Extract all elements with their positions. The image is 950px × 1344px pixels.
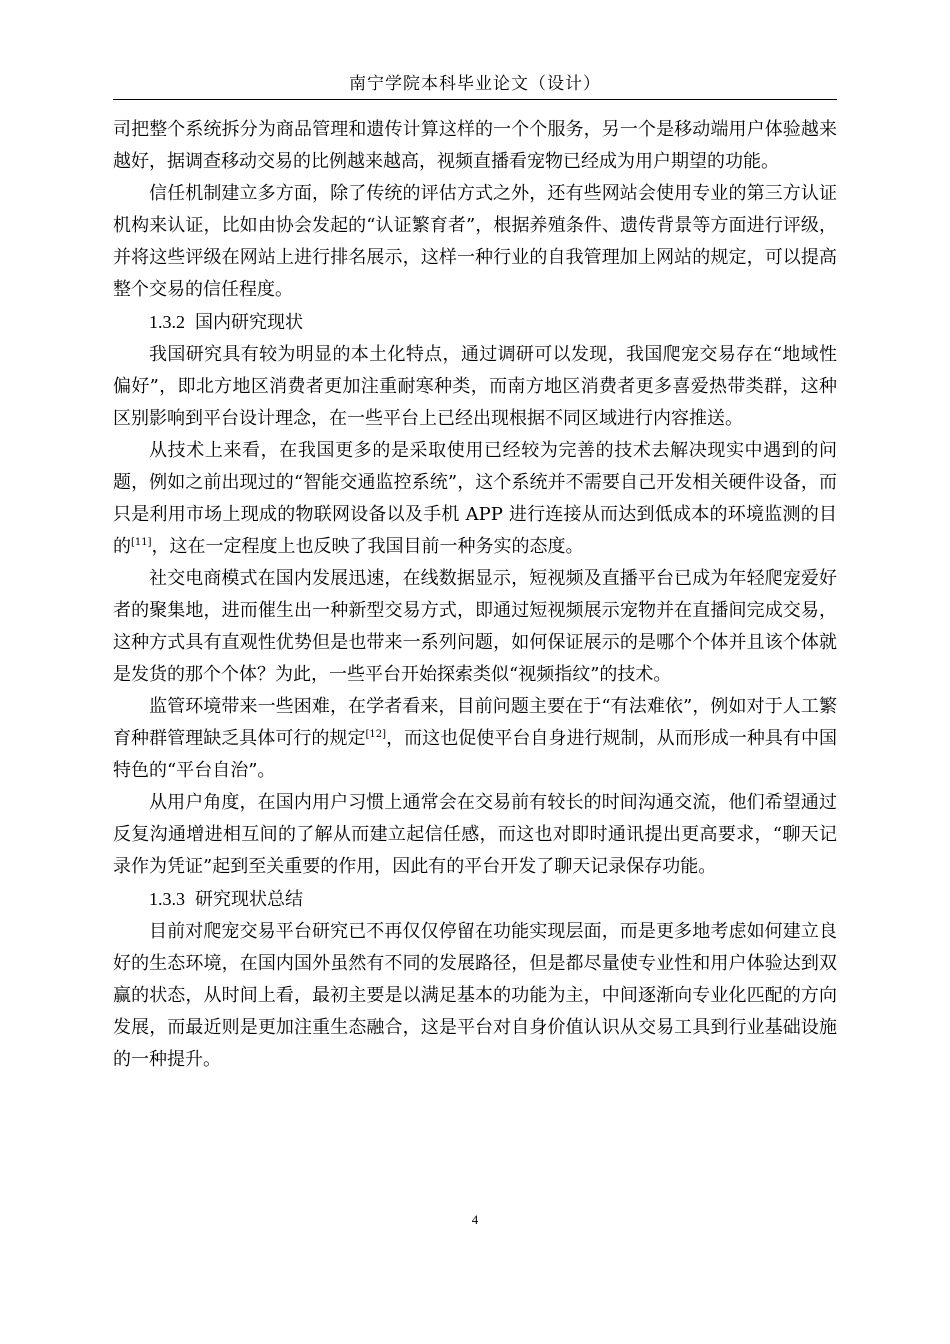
citation-ref: [12] (365, 729, 387, 740)
paragraph-text: 从技术上来看，在我国更多的是采取使用已经较为完善的技术去解决现实中遇到的问题，例如之前出现过的“智能交通监控系统”，这个系统并不需要自己开发相关硬件设备，而只是利用市场上现成的物联网设备以及手机 APP 进行连接从而达到低成本的环境监测的目的 (113, 440, 837, 557)
paragraph-social-commerce: 社交电商模式在国内发展迅速，在线数据显示，短视频及直播平台已成为年轻爬宠爱好者的聚集地，进而催生出一种新型交易方式，即通过短视频展示宠物并在直播间完成交易，这种方式具有直观性优势但是也带来一系列问题，如何保证展示的是哪个个体并且该个体就是发货的那个个体？为此，一些平台开始探索类似“视频指纹”的技术。 (113, 568, 837, 685)
paragraph-text: ，而这也促使平台自身进行规制，从而形成一种具有中国特色的“平台自治”。 (113, 728, 838, 781)
section-heading-1-3-3 (113, 883, 837, 916)
page-number: 4 (471, 1212, 479, 1227)
section-number: 1.3.2 (149, 312, 185, 332)
paragraph-trust-mechanism: 信任机制建立多方面，除了传统的评估方式之外，还有些网站会使用专业的第三方认证机构来认证，比如由协会发起的“认证繁育者”，根据养殖条件、遗传背景等方面进行评级，并将这些评级在网站上进行排名展示，这样一种行业的自我管理加上网站的规定，可以提高整个交易的信任程度。 (113, 183, 837, 300)
section-title: 国内研究现状 (195, 312, 303, 333)
paragraph-localization: 我国研究具有较为明显的本土化特点，通过调研可以发现，我国爬宠交易存在“地域性偏好”，即北方地区消费者更加注重耐寒种类，而南方地区消费者更多喜爱热带类群，这种区别影响到平台设计理念，在一些平台上已经出现根据不同区域进行内容推送。 (113, 344, 837, 429)
section-title: 研究现状总结 (195, 889, 303, 910)
paragraph-text: 监管环境带来一些困难，在学者看来，目前问题主要在于“有法难依”，例如对于人工繁育种群管理缺乏具体可行的规定 (113, 696, 837, 749)
header-divider (113, 99, 837, 100)
paragraph-text: ，这在一定程度上也反映了我国目前一种务实的态度。 (151, 536, 584, 557)
paragraph-technology (113, 435, 837, 563)
section-heading-1-3-2 (113, 306, 837, 339)
running-header-title: 南宁学院本科毕业论文（设计） (349, 74, 601, 94)
section-number: 1.3.3 (149, 889, 185, 909)
citation-ref: [11] (131, 537, 152, 548)
paragraph-summary: 目前对爬宠交易平台研究已不再仅仅停留在功能实现层面，而是更多地考虑如何建立良好的生态环境，在国内国外虽然有不同的发展路径，但是都尽量使专业性和用户体验达到双赢的状态，从时间上看，最初主要是以满足基本的功能为主，中间逐渐向专业化匹配的方向发展，而最近则是更加注重生态融合，这是平台对自身价值认识从交易工具到行业基础设施的一种提升。 (113, 921, 837, 1070)
paragraph-regulation (113, 691, 837, 787)
paragraph-user-perspective: 从用户角度，在国内用户习惯上通常会在交易前有较长的时间沟通交流，他们希望通过反复沟通增进相互间的了解从而建立起信任感，而这也对即时通讯提出更高要求，“聊天记录作为凭证”起到至关重要的作用，因此有的平台开发了聊天记录保存功能。 (113, 792, 837, 877)
paragraph-continued: 司把整个系统拆分为商品管理和遗传计算这样的一个个服务，另一个是移动端用户体验越来越好，据调查移动交易的比例越来越高，视频直播看宠物已经成为用户期望的功能。 (113, 119, 837, 172)
page-body (113, 114, 837, 1076)
